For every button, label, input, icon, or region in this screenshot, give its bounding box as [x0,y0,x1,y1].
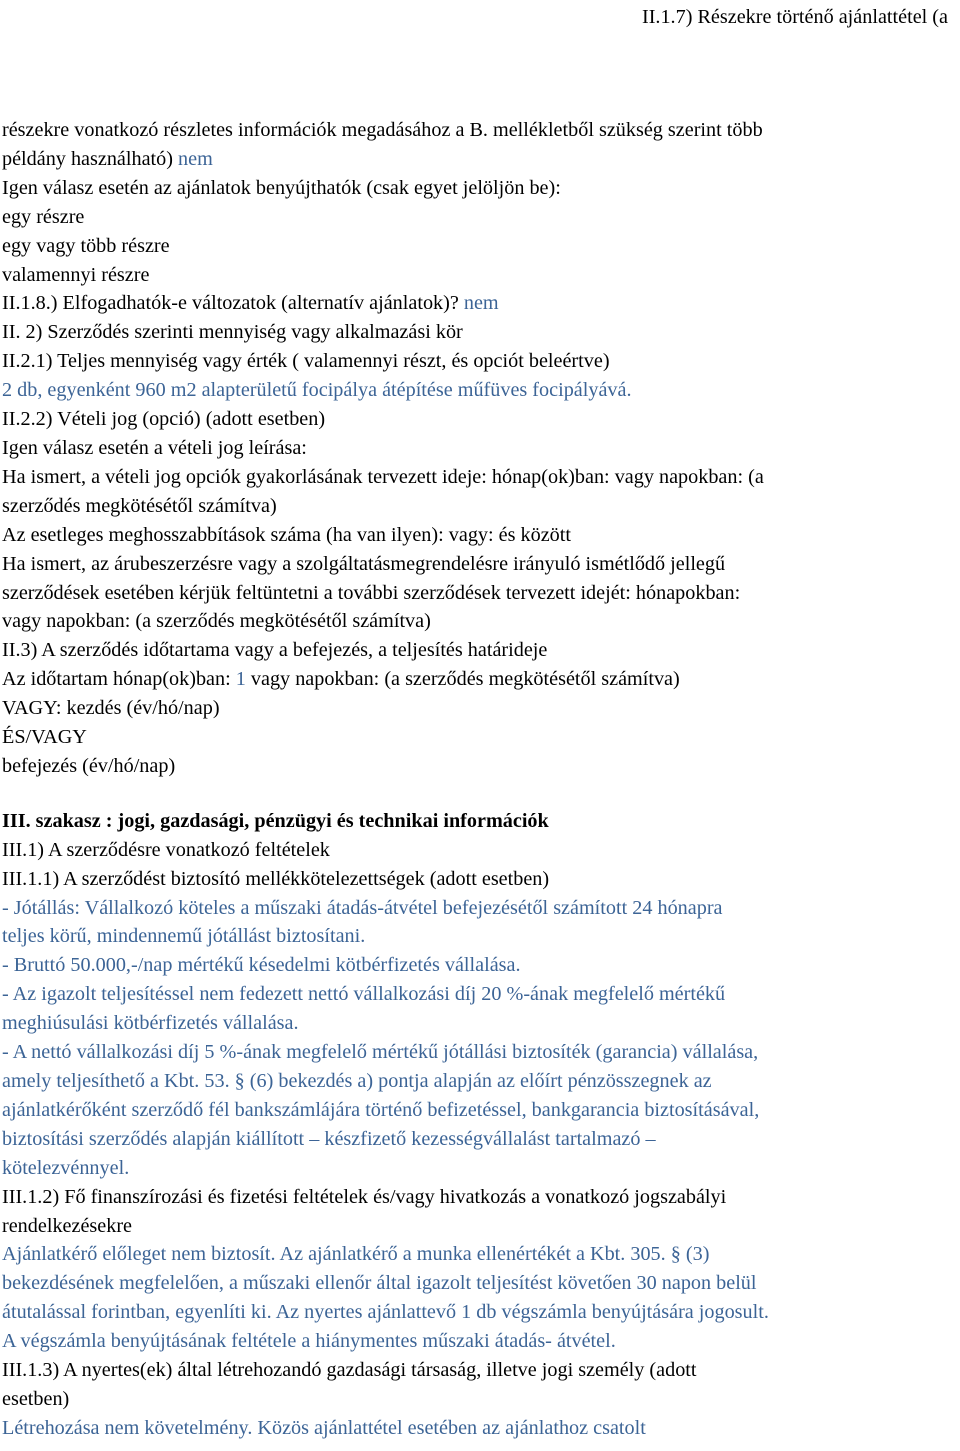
form-text: Igen válasz esetén az ajánlatok benyújthatók (csak egyet jelöljön be): [2,176,561,199]
text-line [2,752,958,781]
form-text: Ha ismert, a vételi jog opciók gyakorlásának tervezett ideje: hónap(ok)ban: vagy napokban: (a [2,465,764,488]
form-text: II.1.8.) Elfogadhatók-e változatok (alternatív ajánlatok)? [2,292,464,315]
answer-text: bekezdésének megfelelően, a műszaki ellenőr által igazolt teljesítést követően 30 napon belül [2,1272,757,1295]
answer-text: 2 db, egyenként 960 m2 alapterületű focipálya átépítése műfüves focipályává. [2,379,632,402]
text-line [2,807,958,836]
text-line [2,174,958,203]
text-line [2,579,958,608]
text-line [2,894,958,923]
text-line [2,1298,958,1327]
form-text: példány használható) [2,147,179,170]
answer-text: - A nettó vállalkozási díj 5 %-ának megfelelő mértékű jótállási biztosíték (garancia) vállalása, [2,1041,759,1064]
form-text: Az időtartam hónap(ok)ban: [2,668,236,691]
section-gap [2,781,958,807]
text-line [2,521,958,550]
answer-text: A végszámla benyújtásának feltétele a hiánymentes műszaki átadás- átvétel. [2,1330,616,1353]
text-line [2,347,958,376]
text-line [2,405,958,434]
form-text: befejezés (év/hó/nap) [2,754,176,777]
text-line [2,865,958,894]
answer-text: átutalással forintban, egyenlíti ki. Az nyertes ajánlattevő 1 db végszámla benyújtására jogosult. [2,1301,769,1324]
text-line [2,1125,958,1154]
form-text: III.1.3) A nyertes(ek) által létrehozandó gazdasági társaság, illetve jogi személy (adott [2,1359,697,1382]
text-line [2,1096,958,1125]
form-text: II.3) A szerződés időtartama vagy a befejezés, a teljesítés határideje [2,639,548,662]
text-line [2,1356,958,1385]
form-text: egy részre [2,205,85,228]
answer-text: - Az igazolt teljesítéssel nem fedezett nettó vállalkozási díj 20 %-ának megfelelő mértékű [2,983,726,1006]
page-header: II.1.7) Részekre történő ajánlattétel (a [641,6,948,28]
form-text: II.2.1) Teljes mennyiség vagy érték ( valamennyi részt, és opciót beleértve) [2,350,610,373]
text-line [2,694,958,723]
form-text: Igen válasz esetén a vételi jog leírása: [2,436,307,459]
answer-text: Ajánlatkérő előleget nem biztosít. Az ajánlatkérő a munka ellenértékét a Kbt. 305. § (3) [2,1243,710,1266]
answer-text: kötelezvénnyel. [2,1156,130,1179]
form-text: Ha ismert, az árubeszerzésre vagy a szolgáltatásmegrendelésre irányuló ismétlődő jellegű [2,552,726,575]
answer-text: nem [178,147,213,170]
form-text: ÉS/VAGY [2,726,87,749]
form-text: valamennyi részre [2,263,150,286]
text-line [2,1414,958,1443]
form-text: vagy napokban: (a szerződés megkötésétől számítva) [245,668,680,691]
answer-text: - Bruttó 50.000,-/nap mértékű késedelmi kötbérfizetés vállalása. [2,954,521,977]
form-text: VAGY: kezdés (év/hó/nap) [2,697,220,720]
answer-text: teljes körű, mindennemű jótállást biztosítani. [2,925,366,948]
answer-text: meghiúsulási kötbérfizetés vállalása. [2,1012,299,1035]
form-text: Az esetleges meghosszabbítások száma (ha van ilyen): vagy: és között [2,523,571,546]
text-line [2,951,958,980]
text-line [2,1038,958,1067]
form-text: szerződések esetében kérjük feltüntetni a további szerződések tervezett idejét: hónapokban: [2,581,741,604]
answer-text: ajánlatkérőként szerződő fél bankszámlájára történő befizetéssel, bankgarancia biztosításával, [2,1098,760,1121]
text-line [2,463,958,492]
form-text: vagy napokban: (a szerződés megkötésétől számítva) [2,610,431,633]
text-line [2,318,958,347]
form-text: III.1.2) Fő finanszírozási és fizetési feltételek és/vagy hivatkozás a vonatkozó jogszabályi [2,1185,727,1208]
form-text: III.1) A szerződésre vonatkozó feltételek [2,838,330,861]
text-line [2,550,958,579]
text-line [2,665,958,694]
answer-text: amely teljesíthető a Kbt. 53. § (6) bekezdés a) pontja alapján az előírt pénzösszegnek az [2,1070,712,1092]
text-line [2,261,958,290]
text-line [2,1212,958,1241]
text-line [2,1327,958,1356]
form-text: III.1.1) A szerződést biztosító mellékkötelezettségek (adott esetben) [2,867,550,890]
text-line [2,145,958,174]
text-line [2,1009,958,1038]
document-body [2,116,958,1443]
text-line [2,723,958,752]
text-line [2,1385,958,1414]
form-text: rendelkezésekre [2,1214,133,1237]
text-line [2,636,958,665]
text-line [2,434,958,463]
form-text: részekre vonatkozó részletes információk megadásához a B. mellékletből szükség szerint több [2,119,763,141]
text-line [2,376,958,405]
answer-text: nem [463,292,499,315]
text-line [2,492,958,521]
text-line [2,980,958,1009]
form-text: II.2.2) Vételi jog (opció) (adott esetben) [2,408,326,431]
text-line [2,836,958,865]
text-line [2,922,958,951]
answer-text: Létrehozása nem követelmény. Közös ajánlattétel esetében az ajánlathoz csatolt [2,1416,646,1439]
text-line [2,1240,958,1269]
form-text: egy vagy több részre [2,234,170,257]
form-text: szerződés megkötésétől számítva) [2,494,277,517]
text-line [2,607,958,636]
text-line [2,1269,958,1298]
answer-text: biztosítási szerződés alapján kiállított – készfizető kezességvállalást tartalmazó – [2,1127,656,1150]
text-line [2,232,958,261]
text-line [2,289,958,318]
form-text: III. szakasz : jogi, gazdasági, pénzügyi és technikai információk [2,809,549,832]
text-line [2,1154,958,1183]
text-line [2,1183,958,1212]
form-text: II. 2) Szerződés szerinti mennyiség vagy alkalmazási kör [2,321,463,344]
text-line [2,1067,958,1096]
text-line [2,116,958,145]
form-text: esetben) [2,1387,70,1410]
answer-text: 1 [235,668,246,691]
text-line [2,203,958,232]
answer-text: - Jótállás: Vállalkozó köteles a műszaki átadás-átvétel befejezésétől számított 24 hónapra [2,896,723,919]
